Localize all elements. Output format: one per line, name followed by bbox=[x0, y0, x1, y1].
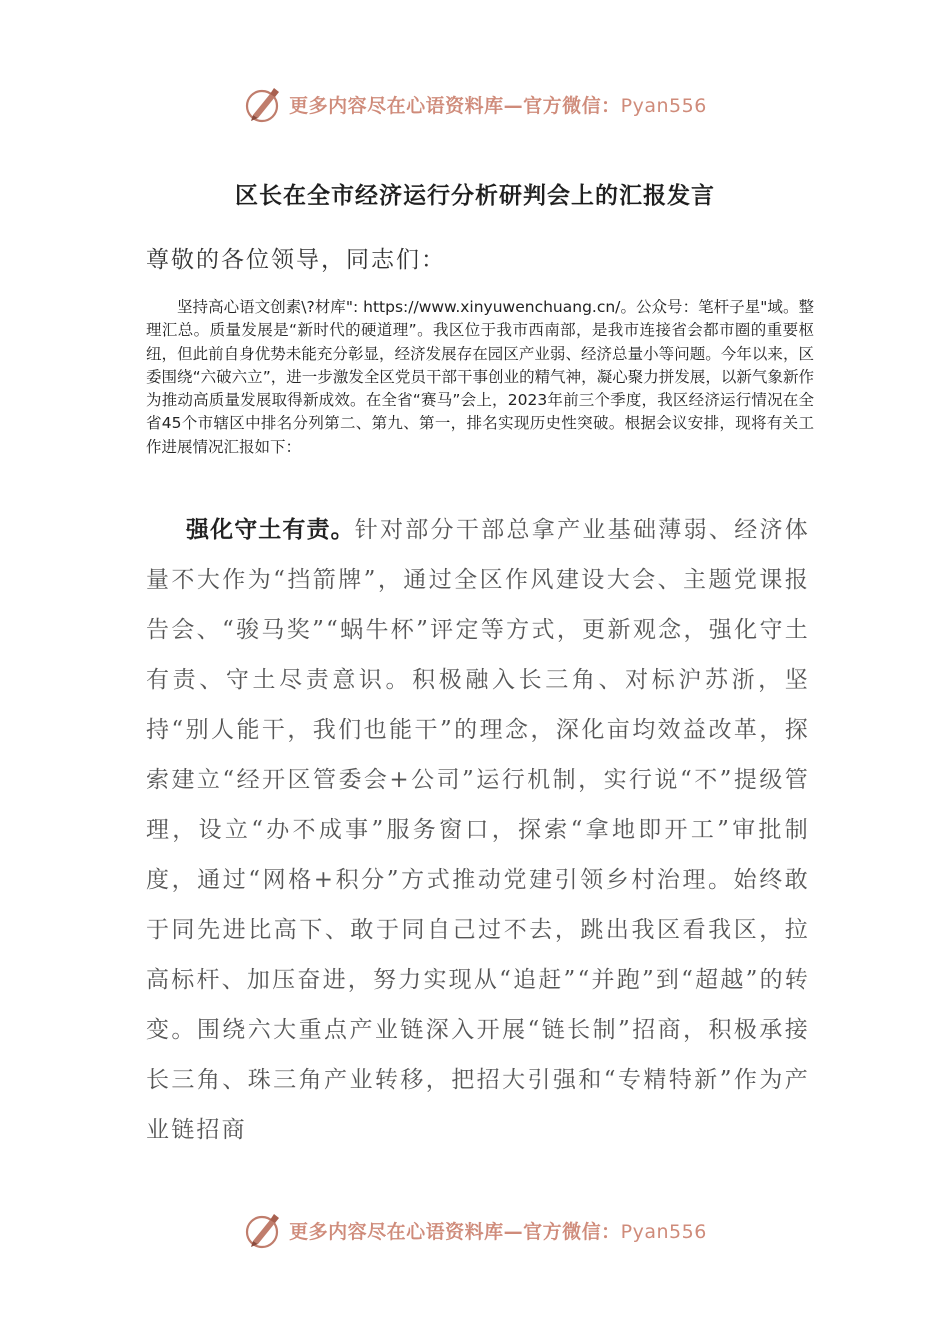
pen-logo-icon bbox=[243, 1210, 285, 1250]
section-lead: 强化守土有责。 bbox=[186, 517, 355, 543]
watermark-text: 更多内容尽在心语资料库—官方微信：Pyan556 bbox=[289, 1220, 707, 1243]
watermark-banner-bottom bbox=[0, 1208, 950, 1252]
salutation: 尊敬的各位领导，同志们： bbox=[146, 247, 446, 273]
wechat-id: Pyan556 bbox=[620, 94, 707, 117]
pen-logo-icon bbox=[243, 84, 285, 124]
intro-paragraph: 坚持高心语文创素\?材库": https://www.xinyuwenchuang.cn/。公众号：笔杆子星"域。整理汇总。质量发展是“新时代的硬道理”。我区位于我市西南部，是我市连接省会都市圈的重要枢纽，但此前自身优势未能充分彰显，经济发展存在园区产业弱、经济总量小等问题。今年以来，区委围绕“六破六立”，进一步激发全区党员干部干事创业的精气神，凝心聚力拼发展，以新气象新作为推动高质量发展取得新成效。在全省“赛马”会上，2023年前三个季度，我区经济运行情况在全省45个市辖区中排名分列第二、第九、第一，排名实现历史性突破。根据会议安排，现将有关工作进展情况汇报如下： bbox=[146, 298, 814, 456]
section-body: 针对部分干部总拿产业基础薄弱、经济体量不大作为“挡箭牌”，通过全区作风建设大会、主题党课报告会、“骏马奖”“蜗牛杯”评定等方式，更新观念，强化守土有责、守土尽责意识。积极融入长三角、对标沪苏浙，坚持“别人能干，我们也能干”的理念，深化亩均效益改革，探索建立“经开区管委会+公司”运行机制，实行说“不”提级管理，设立“办不成事”服务窗口，探索“拿地即开工”审批制度，通过“网格+积分”方式推动党建引领乡村治理。始终敢于同先进比高下、敢于同自己过不去，跳出我区看我区，拉高标杆、加压奋进，努力实现从“追赶”“并跑”到“超越”的转变。围绕六大重点产业链深入开展“链长制”招商，积极承接长三角、珠三角产业转移，把招大引强和“专精特新”作为产业链招商 bbox=[146, 517, 810, 1143]
watermark-text: 更多内容尽在心语资料库—官方微信：Pyan556 bbox=[289, 94, 707, 117]
section-paragraph bbox=[146, 505, 810, 1155]
watermark-banner-top bbox=[0, 82, 950, 126]
document-title: 区长在全市经济运行分析研判会上的汇报发言 bbox=[235, 183, 715, 209]
wechat-id: Pyan556 bbox=[620, 1220, 707, 1243]
